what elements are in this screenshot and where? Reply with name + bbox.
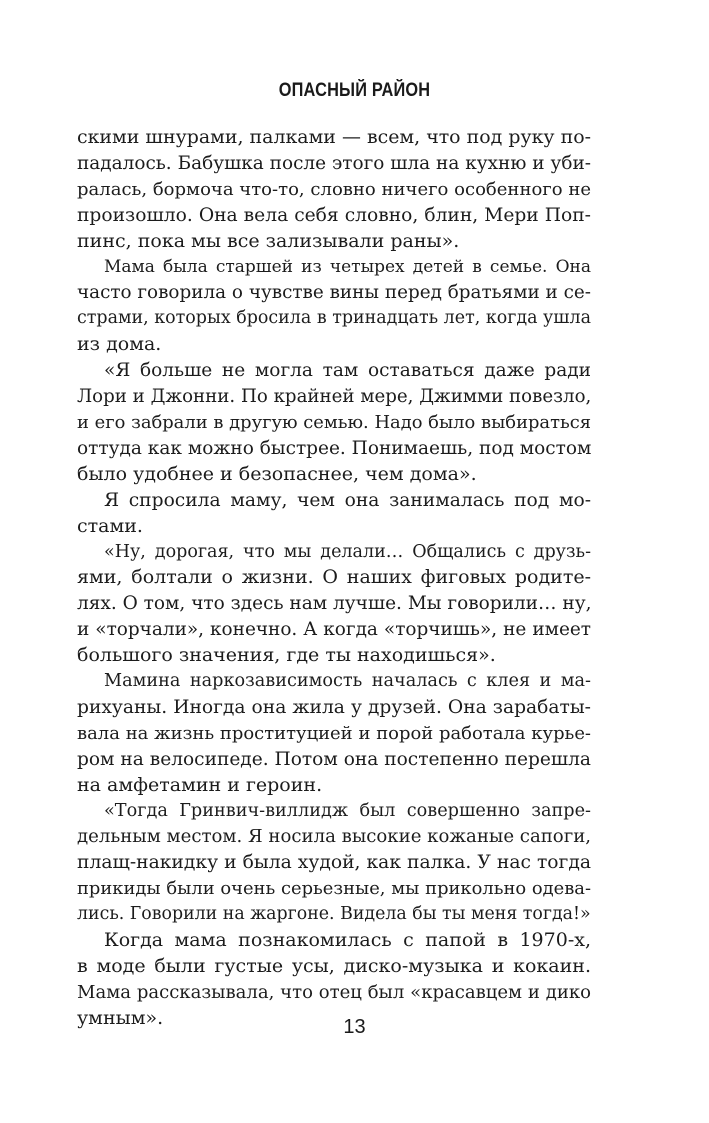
text-line: оттуда как можно быстрее. Понимаешь, под мостом — [77, 437, 592, 459]
text-line: «Я больше не могла там оставаться даже ради — [104, 360, 591, 382]
body-text — [77, 125, 591, 1032]
paragraph — [77, 799, 591, 929]
text-line: пинс, пока мы все зализывали раны». — [77, 229, 460, 252]
text-line: в моде были густые усы, диско-музыка и кокаин. — [77, 955, 591, 977]
text-line: дельным местом. Я носила высокие кожаные сапоги, — [77, 826, 592, 848]
text-line: Я спросила маму, чем она занималась под мо- — [104, 489, 591, 511]
page-number: 13 — [343, 1016, 366, 1038]
running-head-title: ОПАСНЫЙ РАЙОН — [278, 80, 431, 101]
text-line: Мама рассказывала, что отец был «красавцем и дико — [77, 981, 591, 1003]
paragraph — [77, 540, 591, 670]
text-line: стами. — [77, 514, 143, 537]
text-line: было удобнее и безопаснее, чем дома». — [77, 462, 477, 485]
text-line: Мамина наркозависимость началась с клея и ма- — [104, 671, 591, 692]
text-line: «Ну, дорогая, что мы делали… Общались с друзь- — [104, 541, 591, 562]
text-line: на амфетамин и героин. — [77, 773, 323, 796]
text-line: падалось. Бабушка после этого шла на кухню и уби- — [77, 152, 591, 174]
text-line: и его забрали в другую семью. Надо было выбираться — [77, 411, 591, 433]
text-line: прикиды были очень серьезные, мы прикольно одева- — [77, 878, 591, 900]
paragraph — [77, 669, 591, 799]
text-line: плащ-накидку и была худой, как палка. У нас тогда — [77, 852, 591, 874]
text-line: Когда мама познакомилась с папой в 1970-х, — [104, 929, 591, 952]
text-line: часто говорила о чувстве вины перед братьями и се- — [77, 282, 591, 304]
text-line: Лори и Джонни. По крайней мере, Джимми повезло, — [77, 386, 592, 408]
paragraph — [77, 488, 591, 540]
text-line: ями, болтали о жизни. О наших фиговых родите- — [77, 566, 591, 589]
text-line: и «торчали», конечно. А когда «торчишь», не имеет — [77, 619, 591, 641]
text-line: лях. О том, что здесь нам лучше. Мы говорили… ну, — [77, 593, 592, 615]
text-line: ром на велосипеде. Потом она постепенно перешла — [77, 748, 591, 770]
paragraph — [77, 358, 591, 488]
text-line: рихуаны. Иногда она жила у друзей. Она зарабаты- — [77, 696, 591, 718]
text-line: лись. Говорили на жаргоне. Видела бы ты меня тогда!» — [77, 904, 591, 925]
text-line: вала на жизнь проституцией и порой работала курье- — [77, 722, 591, 744]
text-line: умным». — [77, 1006, 164, 1029]
text-line: ралась, бормоча что-то, словно ничего особенного не — [77, 178, 591, 200]
text-line: большого значения, где ты находишься». — [77, 644, 496, 667]
paragraph — [77, 125, 591, 255]
text-line: «Тогда Гринвич-виллидж был совершенно запре- — [104, 800, 591, 821]
text-line: из дома. — [77, 333, 162, 356]
text-line: страми, которых бросила в тринадцать лет, когда ушла — [77, 308, 591, 329]
text-line: произошло. Она вела себя словно, блин, Мери Поп- — [77, 204, 591, 226]
text-line: скими шнурами, палками — всем, что под руку по- — [77, 126, 591, 148]
text-line: Мама была старшей из четырех детей в семье. Она — [104, 256, 591, 277]
paragraph — [77, 255, 591, 359]
